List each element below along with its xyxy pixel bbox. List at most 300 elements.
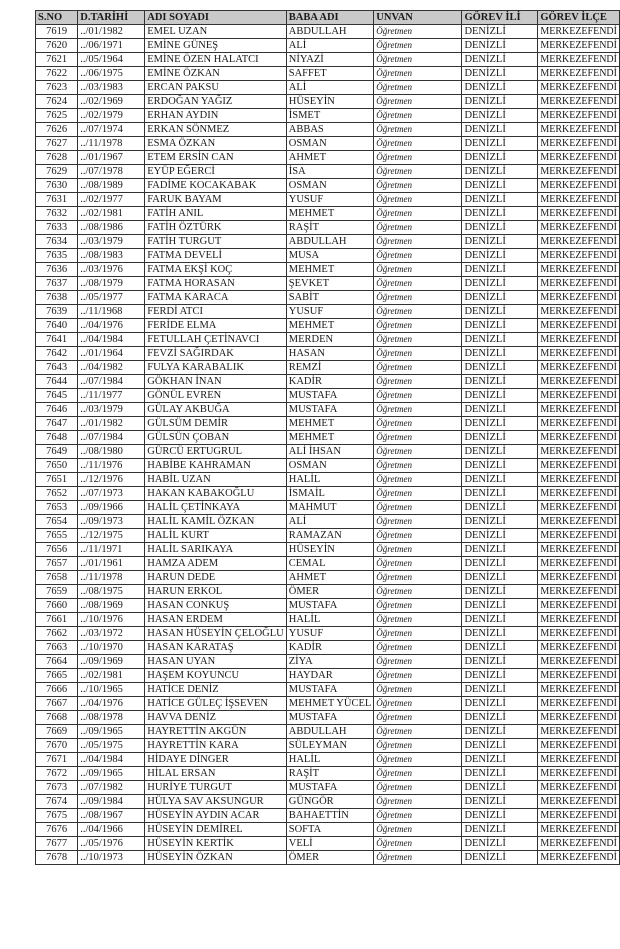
cell-province: DENİZLİ [462, 403, 538, 417]
cell-sno: 7653 [36, 501, 78, 515]
cell-province: DENİZLİ [462, 53, 538, 67]
cell-birth-date: ../11/1968 [78, 305, 145, 319]
cell-birth-date: ../09/1965 [78, 725, 145, 739]
cell-province: DENİZLİ [462, 641, 538, 655]
cell-district: MERKEZEFENDİ [538, 459, 620, 473]
cell-title: Öğretmen [374, 641, 462, 655]
cell-full-name: FEVZİ SAĞIRDAK [145, 347, 287, 361]
cell-title: Öğretmen [374, 557, 462, 571]
cell-father-name: İSA [286, 165, 374, 179]
table-row [36, 655, 620, 669]
cell-province: DENİZLİ [462, 193, 538, 207]
cell-title: Öğretmen [374, 319, 462, 333]
table-row [36, 627, 620, 641]
table-row [36, 305, 620, 319]
cell-full-name: ERCAN PAKSU [145, 81, 287, 95]
cell-full-name: HÜLYA SAV AKSUNGUR [145, 795, 287, 809]
cell-full-name: HURİYE TURGUT [145, 781, 287, 795]
cell-birth-date: ../11/1978 [78, 571, 145, 585]
cell-birth-date: ../02/1979 [78, 109, 145, 123]
cell-district: MERKEZEFENDİ [538, 95, 620, 109]
cell-province: DENİZLİ [462, 823, 538, 837]
table-row [36, 67, 620, 81]
cell-sno: 7662 [36, 627, 78, 641]
cell-sno: 7632 [36, 207, 78, 221]
cell-full-name: HARUN DEDE [145, 571, 287, 585]
cell-full-name: HAYRETTİN KARA [145, 739, 287, 753]
cell-sno: 7671 [36, 753, 78, 767]
table-row [36, 221, 620, 235]
cell-title: Öğretmen [374, 165, 462, 179]
cell-full-name: FULYA KARABALIK [145, 361, 287, 375]
cell-district: MERKEZEFENDİ [538, 179, 620, 193]
cell-full-name: ETEM ERSİN CAN [145, 151, 287, 165]
table-row [36, 403, 620, 417]
cell-title: Öğretmen [374, 669, 462, 683]
cell-full-name: FATMA KARACA [145, 291, 287, 305]
cell-sno: 7635 [36, 249, 78, 263]
cell-birth-date: ../03/1979 [78, 403, 145, 417]
cell-birth-date: ../11/1977 [78, 389, 145, 403]
cell-father-name: HÜSEYİN [286, 95, 374, 109]
cell-father-name: MUSTAFA [286, 403, 374, 417]
cell-province: DENİZLİ [462, 305, 538, 319]
cell-sno: 7676 [36, 823, 78, 837]
cell-birth-date: ../04/1966 [78, 823, 145, 837]
cell-province: DENİZLİ [462, 753, 538, 767]
cell-father-name: SOFTA [286, 823, 374, 837]
cell-birth-date: ../08/1989 [78, 179, 145, 193]
table-row [36, 473, 620, 487]
cell-title: Öğretmen [374, 347, 462, 361]
table-row [36, 25, 620, 39]
cell-full-name: EMİNE GÜNEŞ [145, 39, 287, 53]
cell-district: MERKEZEFENDİ [538, 557, 620, 571]
cell-father-name: GÜNGÖR [286, 795, 374, 809]
cell-father-name: BAHAETTİN [286, 809, 374, 823]
cell-province: DENİZLİ [462, 599, 538, 613]
table-row [36, 767, 620, 781]
table-row [36, 543, 620, 557]
cell-province: DENİZLİ [462, 711, 538, 725]
cell-district: MERKEZEFENDİ [538, 697, 620, 711]
cell-father-name: ŞEVKET [286, 277, 374, 291]
cell-district: MERKEZEFENDİ [538, 319, 620, 333]
cell-province: DENİZLİ [462, 361, 538, 375]
table-row [36, 613, 620, 627]
cell-birth-date: ../09/1984 [78, 795, 145, 809]
cell-title: Öğretmen [374, 81, 462, 95]
header-district: GÖREV İLÇE [538, 11, 620, 25]
cell-father-name: REMZİ [286, 361, 374, 375]
table-row [36, 263, 620, 277]
cell-district: MERKEZEFENDİ [538, 193, 620, 207]
cell-sno: 7630 [36, 179, 78, 193]
cell-sno: 7641 [36, 333, 78, 347]
cell-district: MERKEZEFENDİ [538, 25, 620, 39]
cell-birth-date: ../08/1978 [78, 711, 145, 725]
cell-sno: 7658 [36, 571, 78, 585]
cell-sno: 7639 [36, 305, 78, 319]
cell-sno: 7626 [36, 123, 78, 137]
table-row [36, 459, 620, 473]
cell-full-name: HAKAN KABAKOĞLU [145, 487, 287, 501]
table-row [36, 515, 620, 529]
cell-sno: 7644 [36, 375, 78, 389]
cell-sno: 7643 [36, 361, 78, 375]
cell-father-name: HÜSEYİN [286, 543, 374, 557]
cell-province: DENİZLİ [462, 95, 538, 109]
cell-province: DENİZLİ [462, 123, 538, 137]
cell-full-name: HALİL KURT [145, 529, 287, 543]
cell-father-name: ABDULLAH [286, 25, 374, 39]
cell-father-name: SABİT [286, 291, 374, 305]
cell-birth-date: ../04/1976 [78, 697, 145, 711]
cell-birth-date: ../08/1969 [78, 599, 145, 613]
cell-full-name: HAMZA ADEM [145, 557, 287, 571]
cell-province: DENİZLİ [462, 151, 538, 165]
cell-district: MERKEZEFENDİ [538, 767, 620, 781]
cell-province: DENİZLİ [462, 529, 538, 543]
cell-full-name: HÜSEYİN DEMİREL [145, 823, 287, 837]
cell-father-name: MEHMET YÜCEL [286, 697, 374, 711]
cell-title: Öğretmen [374, 249, 462, 263]
cell-title: Öğretmen [374, 263, 462, 277]
table-row [36, 417, 620, 431]
cell-title: Öğretmen [374, 585, 462, 599]
cell-full-name: HALİL ÇETİNKAYA [145, 501, 287, 515]
cell-birth-date: ../01/1982 [78, 25, 145, 39]
cell-province: DENİZLİ [462, 431, 538, 445]
cell-district: MERKEZEFENDİ [538, 809, 620, 823]
cell-sno: 7675 [36, 809, 78, 823]
table-row [36, 753, 620, 767]
cell-sno: 7650 [36, 459, 78, 473]
cell-father-name: SÜLEYMAN [286, 739, 374, 753]
cell-sno: 7678 [36, 851, 78, 865]
cell-father-name: AHMET [286, 571, 374, 585]
table-row [36, 809, 620, 823]
table-row [36, 837, 620, 851]
cell-province: DENİZLİ [462, 543, 538, 557]
cell-full-name: EMİNE ÖZKAN [145, 67, 287, 81]
cell-birth-date: ../10/1965 [78, 683, 145, 697]
cell-title: Öğretmen [374, 375, 462, 389]
cell-district: MERKEZEFENDİ [538, 389, 620, 403]
cell-full-name: HÜSEYİN ÖZKAN [145, 851, 287, 865]
cell-sno: 7623 [36, 81, 78, 95]
cell-birth-date: ../07/1978 [78, 165, 145, 179]
cell-province: DENİZLİ [462, 781, 538, 795]
table-row [36, 641, 620, 655]
cell-title: Öğretmen [374, 627, 462, 641]
table-row [36, 347, 620, 361]
cell-district: MERKEZEFENDİ [538, 235, 620, 249]
cell-full-name: FERDİ ATCI [145, 305, 287, 319]
cell-sno: 7637 [36, 277, 78, 291]
cell-birth-date: ../09/1966 [78, 501, 145, 515]
cell-province: DENİZLİ [462, 459, 538, 473]
cell-title: Öğretmen [374, 529, 462, 543]
cell-full-name: FETULLAH ÇETİNAVCI [145, 333, 287, 347]
table-row [36, 487, 620, 501]
cell-district: MERKEZEFENDİ [538, 151, 620, 165]
cell-province: DENİZLİ [462, 739, 538, 753]
cell-father-name: İSMAİL [286, 487, 374, 501]
cell-district: MERKEZEFENDİ [538, 613, 620, 627]
cell-title: Öğretmen [374, 571, 462, 585]
cell-province: DENİZLİ [462, 473, 538, 487]
header-birth-date: D.TARİHİ [78, 11, 145, 25]
cell-father-name: MUSTAFA [286, 389, 374, 403]
table-row [36, 431, 620, 445]
cell-title: Öğretmen [374, 291, 462, 305]
cell-district: MERKEZEFENDİ [538, 501, 620, 515]
cell-province: DENİZLİ [462, 851, 538, 865]
cell-province: DENİZLİ [462, 333, 538, 347]
cell-birth-date: ../03/1972 [78, 627, 145, 641]
cell-province: DENİZLİ [462, 235, 538, 249]
cell-province: DENİZLİ [462, 249, 538, 263]
cell-title: Öğretmen [374, 221, 462, 235]
cell-father-name: MEHMET [286, 263, 374, 277]
cell-title: Öğretmen [374, 403, 462, 417]
cell-sno: 7625 [36, 109, 78, 123]
cell-title: Öğretmen [374, 837, 462, 851]
cell-sno: 7665 [36, 669, 78, 683]
cell-birth-date: ../07/1974 [78, 123, 145, 137]
cell-father-name: MEHMET [286, 417, 374, 431]
cell-title: Öğretmen [374, 389, 462, 403]
header-full-name: ADI SOYADI [145, 11, 287, 25]
cell-full-name: HÜSEYİN KERTİK [145, 837, 287, 851]
cell-birth-date: ../09/1965 [78, 767, 145, 781]
header-province: GÖREV İLİ [462, 11, 538, 25]
cell-province: DENİZLİ [462, 501, 538, 515]
cell-father-name: SAFFET [286, 67, 374, 81]
cell-province: DENİZLİ [462, 613, 538, 627]
cell-birth-date: ../08/1983 [78, 249, 145, 263]
cell-father-name: ALİ [286, 81, 374, 95]
cell-district: MERKEZEFENDİ [538, 585, 620, 599]
cell-title: Öğretmen [374, 123, 462, 137]
cell-full-name: GÜLSÜM DEMİR [145, 417, 287, 431]
cell-sno: 7649 [36, 445, 78, 459]
cell-birth-date: ../08/1980 [78, 445, 145, 459]
cell-title: Öğretmen [374, 417, 462, 431]
cell-title: Öğretmen [374, 501, 462, 515]
cell-full-name: HALİL KAMİL ÖZKAN [145, 515, 287, 529]
cell-title: Öğretmen [374, 361, 462, 375]
table-row [36, 235, 620, 249]
table-row [36, 53, 620, 67]
cell-province: DENİZLİ [462, 585, 538, 599]
cell-father-name: YUSUF [286, 305, 374, 319]
cell-birth-date: ../11/1976 [78, 459, 145, 473]
cell-title: Öğretmen [374, 235, 462, 249]
table-row [36, 179, 620, 193]
cell-sno: 7677 [36, 837, 78, 851]
cell-province: DENİZLİ [462, 571, 538, 585]
cell-sno: 7622 [36, 67, 78, 81]
cell-sno: 7638 [36, 291, 78, 305]
cell-full-name: HİDAYE DİNGER [145, 753, 287, 767]
cell-birth-date: ../10/1973 [78, 851, 145, 865]
cell-full-name: HASAN UYAN [145, 655, 287, 669]
cell-title: Öğretmen [374, 305, 462, 319]
cell-province: DENİZLİ [462, 291, 538, 305]
cell-full-name: HALİL SARIKAYA [145, 543, 287, 557]
cell-province: DENİZLİ [462, 81, 538, 95]
cell-full-name: GÜLSÜN ÇOBAN [145, 431, 287, 445]
table-row [36, 81, 620, 95]
table-row [36, 39, 620, 53]
cell-district: MERKEZEFENDİ [538, 529, 620, 543]
table-row [36, 529, 620, 543]
cell-province: DENİZLİ [462, 319, 538, 333]
cell-title: Öğretmen [374, 515, 462, 529]
cell-father-name: HAYDAR [286, 669, 374, 683]
cell-title: Öğretmen [374, 109, 462, 123]
cell-full-name: FATMA EKŞİ KOÇ [145, 263, 287, 277]
cell-district: MERKEZEFENDİ [538, 67, 620, 81]
cell-father-name: YUSUF [286, 193, 374, 207]
cell-title: Öğretmen [374, 333, 462, 347]
cell-district: MERKEZEFENDİ [538, 445, 620, 459]
cell-birth-date: ../10/1976 [78, 613, 145, 627]
cell-district: MERKEZEFENDİ [538, 375, 620, 389]
table-row [36, 599, 620, 613]
cell-district: MERKEZEFENDİ [538, 655, 620, 669]
cell-sno: 7624 [36, 95, 78, 109]
cell-title: Öğretmen [374, 207, 462, 221]
table-row [36, 109, 620, 123]
cell-province: DENİZLİ [462, 207, 538, 221]
cell-district: MERKEZEFENDİ [538, 347, 620, 361]
cell-title: Öğretmen [374, 473, 462, 487]
cell-full-name: HİLAL ERSAN [145, 767, 287, 781]
cell-sno: 7627 [36, 137, 78, 151]
cell-father-name: KADİR [286, 375, 374, 389]
cell-father-name: MUSA [286, 249, 374, 263]
cell-birth-date: ../03/1983 [78, 81, 145, 95]
cell-district: MERKEZEFENDİ [538, 627, 620, 641]
cell-sno: 7664 [36, 655, 78, 669]
cell-title: Öğretmen [374, 739, 462, 753]
cell-birth-date: ../08/1979 [78, 277, 145, 291]
table-row [36, 501, 620, 515]
cell-title: Öğretmen [374, 151, 462, 165]
table-row [36, 389, 620, 403]
cell-district: MERKEZEFENDİ [538, 837, 620, 851]
table-row [36, 319, 620, 333]
cell-sno: 7634 [36, 235, 78, 249]
cell-province: DENİZLİ [462, 25, 538, 39]
cell-district: MERKEZEFENDİ [538, 487, 620, 501]
cell-father-name: RAŞİT [286, 767, 374, 781]
cell-father-name: CEMAL [286, 557, 374, 571]
table-row [36, 795, 620, 809]
cell-sno: 7648 [36, 431, 78, 445]
cell-birth-date: ../12/1976 [78, 473, 145, 487]
cell-district: MERKEZEFENDİ [538, 739, 620, 753]
cell-sno: 7657 [36, 557, 78, 571]
cell-district: MERKEZEFENDİ [538, 39, 620, 53]
cell-district: MERKEZEFENDİ [538, 333, 620, 347]
table-row [36, 137, 620, 151]
cell-district: MERKEZEFENDİ [538, 81, 620, 95]
cell-sno: 7620 [36, 39, 78, 53]
table-row [36, 781, 620, 795]
cell-title: Öğretmen [374, 655, 462, 669]
cell-district: MERKEZEFENDİ [538, 683, 620, 697]
cell-province: DENİZLİ [462, 389, 538, 403]
cell-full-name: EMİNE ÖZEN HALATCI [145, 53, 287, 67]
cell-full-name: HATİCE DENİZ [145, 683, 287, 697]
cell-province: DENİZLİ [462, 445, 538, 459]
cell-district: MERKEZEFENDİ [538, 725, 620, 739]
cell-title: Öğretmen [374, 851, 462, 865]
cell-title: Öğretmen [374, 809, 462, 823]
cell-district: MERKEZEFENDİ [538, 137, 620, 151]
cell-full-name: FATİH ÖZTÜRK [145, 221, 287, 235]
cell-birth-date: ../03/1979 [78, 235, 145, 249]
cell-full-name: FATMA HORASAN [145, 277, 287, 291]
cell-father-name: OSMAN [286, 179, 374, 193]
cell-province: DENİZLİ [462, 725, 538, 739]
table-row [36, 95, 620, 109]
cell-birth-date: ../05/1964 [78, 53, 145, 67]
cell-district: MERKEZEFENDİ [538, 753, 620, 767]
header-row [36, 11, 620, 25]
table-row [36, 739, 620, 753]
cell-title: Öğretmen [374, 459, 462, 473]
cell-birth-date: ../08/1986 [78, 221, 145, 235]
cell-father-name: RAŞİT [286, 221, 374, 235]
cell-province: DENİZLİ [462, 417, 538, 431]
cell-full-name: HÜSEYİN AYDIN ACAR [145, 809, 287, 823]
cell-province: DENİZLİ [462, 67, 538, 81]
cell-full-name: HASAN KARATAŞ [145, 641, 287, 655]
cell-district: MERKEZEFENDİ [538, 291, 620, 305]
cell-father-name: MEHMET [286, 207, 374, 221]
cell-birth-date: ../11/1971 [78, 543, 145, 557]
cell-father-name: ALİ [286, 515, 374, 529]
table-row [36, 123, 620, 137]
personnel-table [35, 10, 620, 865]
cell-father-name: ABBAS [286, 123, 374, 137]
cell-sno: 7672 [36, 767, 78, 781]
cell-sno: 7659 [36, 585, 78, 599]
cell-province: DENİZLİ [462, 557, 538, 571]
cell-birth-date: ../02/1981 [78, 207, 145, 221]
table-row [36, 571, 620, 585]
cell-sno: 7633 [36, 221, 78, 235]
cell-birth-date: ../12/1975 [78, 529, 145, 543]
cell-father-name: MAHMUT [286, 501, 374, 515]
table-row [36, 291, 620, 305]
cell-full-name: HASAN CONKUŞ [145, 599, 287, 613]
cell-birth-date: ../11/1978 [78, 137, 145, 151]
cell-sno: 7670 [36, 739, 78, 753]
cell-province: DENİZLİ [462, 655, 538, 669]
cell-full-name: FADİME KOCAKABAK [145, 179, 287, 193]
header-father-name: BABA ADI [286, 11, 374, 25]
table-row [36, 333, 620, 347]
cell-title: Öğretmen [374, 823, 462, 837]
header-title: UNVAN [374, 11, 462, 25]
cell-title: Öğretmen [374, 487, 462, 501]
